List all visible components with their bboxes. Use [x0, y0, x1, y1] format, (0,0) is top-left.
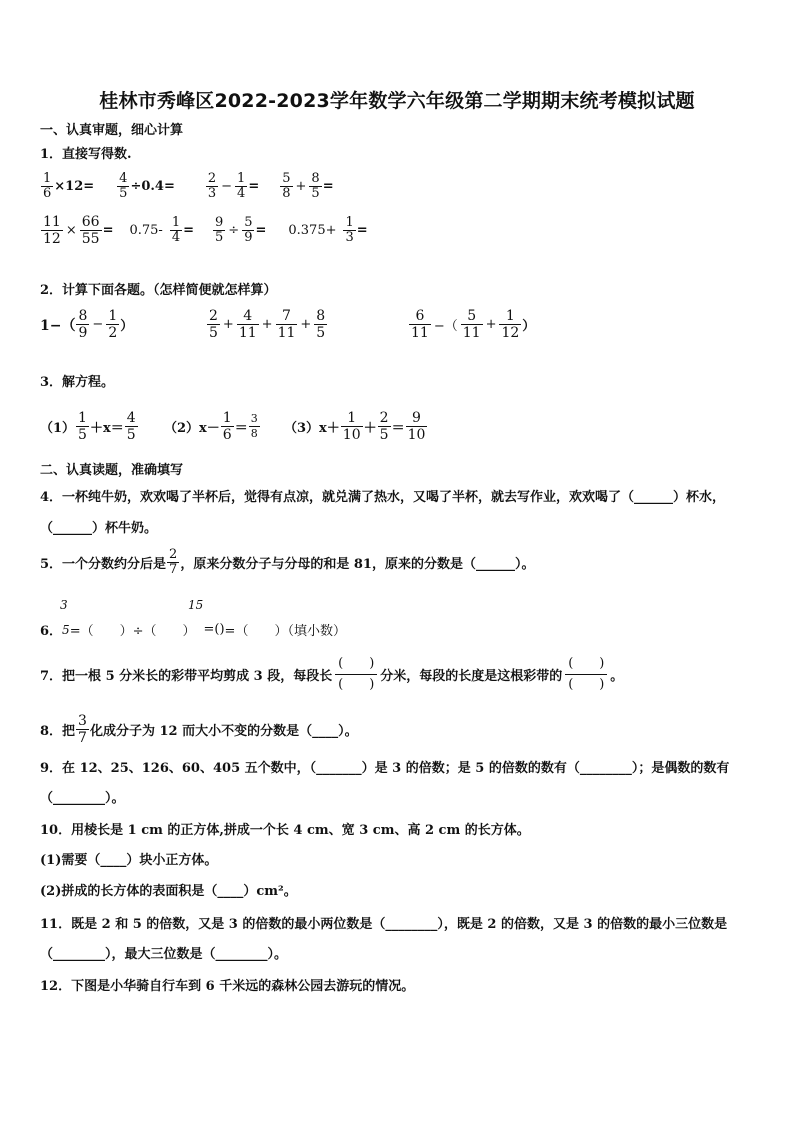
operator: −	[221, 179, 233, 194]
fraction: $\frac{1}{6}$	[222, 410, 232, 443]
expr-text: ×12=	[54, 179, 95, 194]
fraction: $\frac{4}{11}$	[238, 308, 257, 341]
fraction: $\frac{1}{12}$	[501, 308, 520, 341]
expr-text: =（ ）（填小数）	[224, 624, 346, 639]
fraction: $\frac{4}{5}$	[126, 410, 136, 443]
question-5	[40, 548, 534, 577]
exam-title: 桂林市秀峰区2022-2023学年数学六年级第二学期期末统考模拟试题	[99, 90, 695, 112]
question-3-eq-2	[164, 410, 261, 443]
fraction: $\frac{2}{5}$	[209, 308, 218, 341]
expr-text: 5．一个分数约分后是	[40, 557, 167, 572]
expr-text: 分米，每段的长度是这根彩带的	[380, 669, 563, 684]
expr-text: ）	[522, 319, 536, 334]
expr-text: 5	[62, 622, 70, 637]
question-6	[40, 620, 346, 639]
fraction: $\frac{1}{10}$	[342, 410, 361, 443]
question-2-expr-3	[408, 308, 535, 341]
question-10-line-2: (1)需要（____）块小正方体。	[40, 853, 218, 868]
question-11-line-2: （________），最大三位数是（________）。	[40, 947, 288, 962]
fraction: $\frac{1}{5}$	[78, 410, 87, 443]
operator: −（	[433, 319, 458, 334]
question-1-row-1	[40, 172, 334, 201]
question-12-line-1: 12．下图是小华骑自行车到 6 千米远的森林公园去游玩的情况。	[40, 979, 415, 994]
blank-fraction	[335, 655, 377, 694]
question-3-eq-3	[284, 410, 428, 443]
fraction: $\frac{8}{5}$	[311, 171, 320, 201]
fraction: $\frac{1}{2}$	[108, 308, 118, 341]
expr-text: （2）x－	[164, 421, 220, 436]
q6-top-numerator-2: 15	[188, 598, 204, 612]
expr-text: =	[255, 223, 267, 238]
expr-text: ＋x＝	[89, 421, 124, 436]
fraction: $\frac{2}{3}$	[207, 171, 217, 201]
question-1-label: 1．直接写得数.	[40, 147, 132, 162]
expr-text: =	[183, 223, 194, 238]
question-9-line-1: 9．在 12、25、126、60、405 五个数中，（_______）是 3 的倍数；是 5 的倍数的数有（________）；是偶数的数有	[40, 761, 730, 776]
fraction: $\frac{9}{5}$	[215, 215, 224, 245]
fraction: $\frac{66}{55}$	[81, 214, 100, 247]
expr-text: ＝	[234, 421, 248, 436]
question-10-line-3: (2)拼成的长方体的表面积是（____）cm²。	[40, 884, 297, 899]
expr-text: 。	[610, 669, 624, 684]
fraction: $\frac{2}{7}$	[169, 547, 178, 577]
section-heading-2: 二、认真读题，准确填写	[40, 463, 184, 478]
section-heading-1: 一、认真审题，细心计算	[40, 123, 184, 138]
expr-text: 1−（	[40, 317, 76, 334]
expr-text: =	[356, 223, 368, 238]
fraction: $\frac{1}{3}$	[345, 215, 354, 245]
fraction: $\frac{8}{9}$	[78, 308, 88, 341]
expr-text: ＝	[391, 421, 405, 436]
fraction: $\frac{2}{5}$	[379, 410, 389, 443]
fraction: $\frac{1}{4}$	[237, 171, 246, 201]
expr-text: （3）x＋	[284, 421, 340, 436]
operator: +	[485, 317, 497, 332]
expr-text: 7．把一根 5 分米长的彩带平均剪成 3 段，每段长	[40, 669, 333, 684]
fraction: $\frac{8}{5}$	[316, 308, 326, 341]
blank: ( )	[568, 656, 605, 671]
question-9-line-2: （________）。	[40, 791, 125, 806]
expr-text: ，原来分数分子与分母的和是 81，原来的分数是（______）。	[180, 557, 535, 572]
expr-text: ÷0.4=	[130, 179, 175, 194]
fraction: $\frac{9}{10}$	[407, 410, 426, 443]
expr-text: ＋	[363, 421, 377, 436]
fraction: $\frac{1}{6}$	[43, 171, 52, 201]
expr-text: =（ ）÷（ ）	[69, 624, 196, 639]
expr-text: 0.75-	[129, 223, 163, 238]
operator: +	[295, 179, 307, 194]
question-2-expr-2	[206, 308, 328, 341]
expr-text: =	[322, 179, 334, 194]
fraction: $\frac{5}{9}$	[244, 215, 253, 245]
fraction: $\frac{5}{11}$	[462, 308, 481, 341]
fraction: $\frac{7}{11}$	[277, 308, 296, 341]
expr-text: ）	[120, 319, 134, 334]
operator: −	[92, 317, 104, 332]
expr-text: =	[102, 223, 114, 238]
operator: ÷	[228, 223, 240, 238]
fraction: $\frac{4}{5}$	[119, 171, 128, 201]
question-1-row-2	[40, 214, 368, 247]
question-10-line-1: 10．用棱长是 1 cm 的正方体,拼成一个长 4 cm、宽 3 cm、高 2 cm 的长方体。	[40, 823, 530, 838]
fraction: $\frac{3}{7}$	[78, 713, 87, 746]
question-4-line-1: 4．一杯纯牛奶，欢欢喝了半杯后，觉得有点凉，就兑满了热水，又喝了半杯，就去写作业，欢欢喝了（______）杯水，	[40, 490, 726, 505]
question-3-eq-1	[40, 410, 139, 443]
question-3-label: 3．解方程。	[40, 375, 115, 390]
blank-fraction	[565, 655, 607, 694]
operator: +	[222, 317, 234, 332]
blank: ( )	[568, 677, 605, 692]
expr-text: =	[203, 622, 215, 637]
blank: ( )	[338, 677, 375, 692]
q6-top-numerator-1: 3	[60, 598, 68, 612]
question-2-expr-1	[40, 308, 133, 341]
fraction: $\frac{11}{12}$	[43, 214, 61, 247]
fraction: $\frac{6}{11}$	[411, 308, 429, 341]
fraction: $\frac{1}{4}$	[171, 215, 181, 245]
expr-text: （1）	[40, 421, 76, 436]
expr-text: =	[248, 179, 260, 194]
expr-text: 8．把	[40, 724, 76, 739]
question-2-label: 2．计算下面各题。（怎样简便就怎样算）	[40, 283, 277, 298]
expr-text: 6．	[40, 624, 63, 639]
question-4-line-2: （______）杯牛奶。	[40, 521, 158, 536]
blank: ( )	[338, 656, 375, 671]
fraction: $\frac{3}{8}$	[250, 412, 258, 440]
question-7	[40, 655, 623, 694]
expr-text: ()	[214, 622, 225, 637]
question-11-line-1: 11．既是 2 和 5 的倍数，又是 3 的倍数的最小两位数是（________），既是 2 的倍数，又是 3 的倍数的最小三位数是	[40, 917, 728, 932]
operator: ×	[65, 223, 77, 238]
expr-text: 0.375+	[288, 223, 337, 238]
expr-text: 化成分子为 12 而大小不变的分数是（____）。	[89, 724, 358, 739]
question-8	[40, 713, 358, 746]
operator: +	[300, 317, 312, 332]
fraction: $\frac{5}{8}$	[282, 171, 291, 201]
operator: +	[261, 317, 273, 332]
